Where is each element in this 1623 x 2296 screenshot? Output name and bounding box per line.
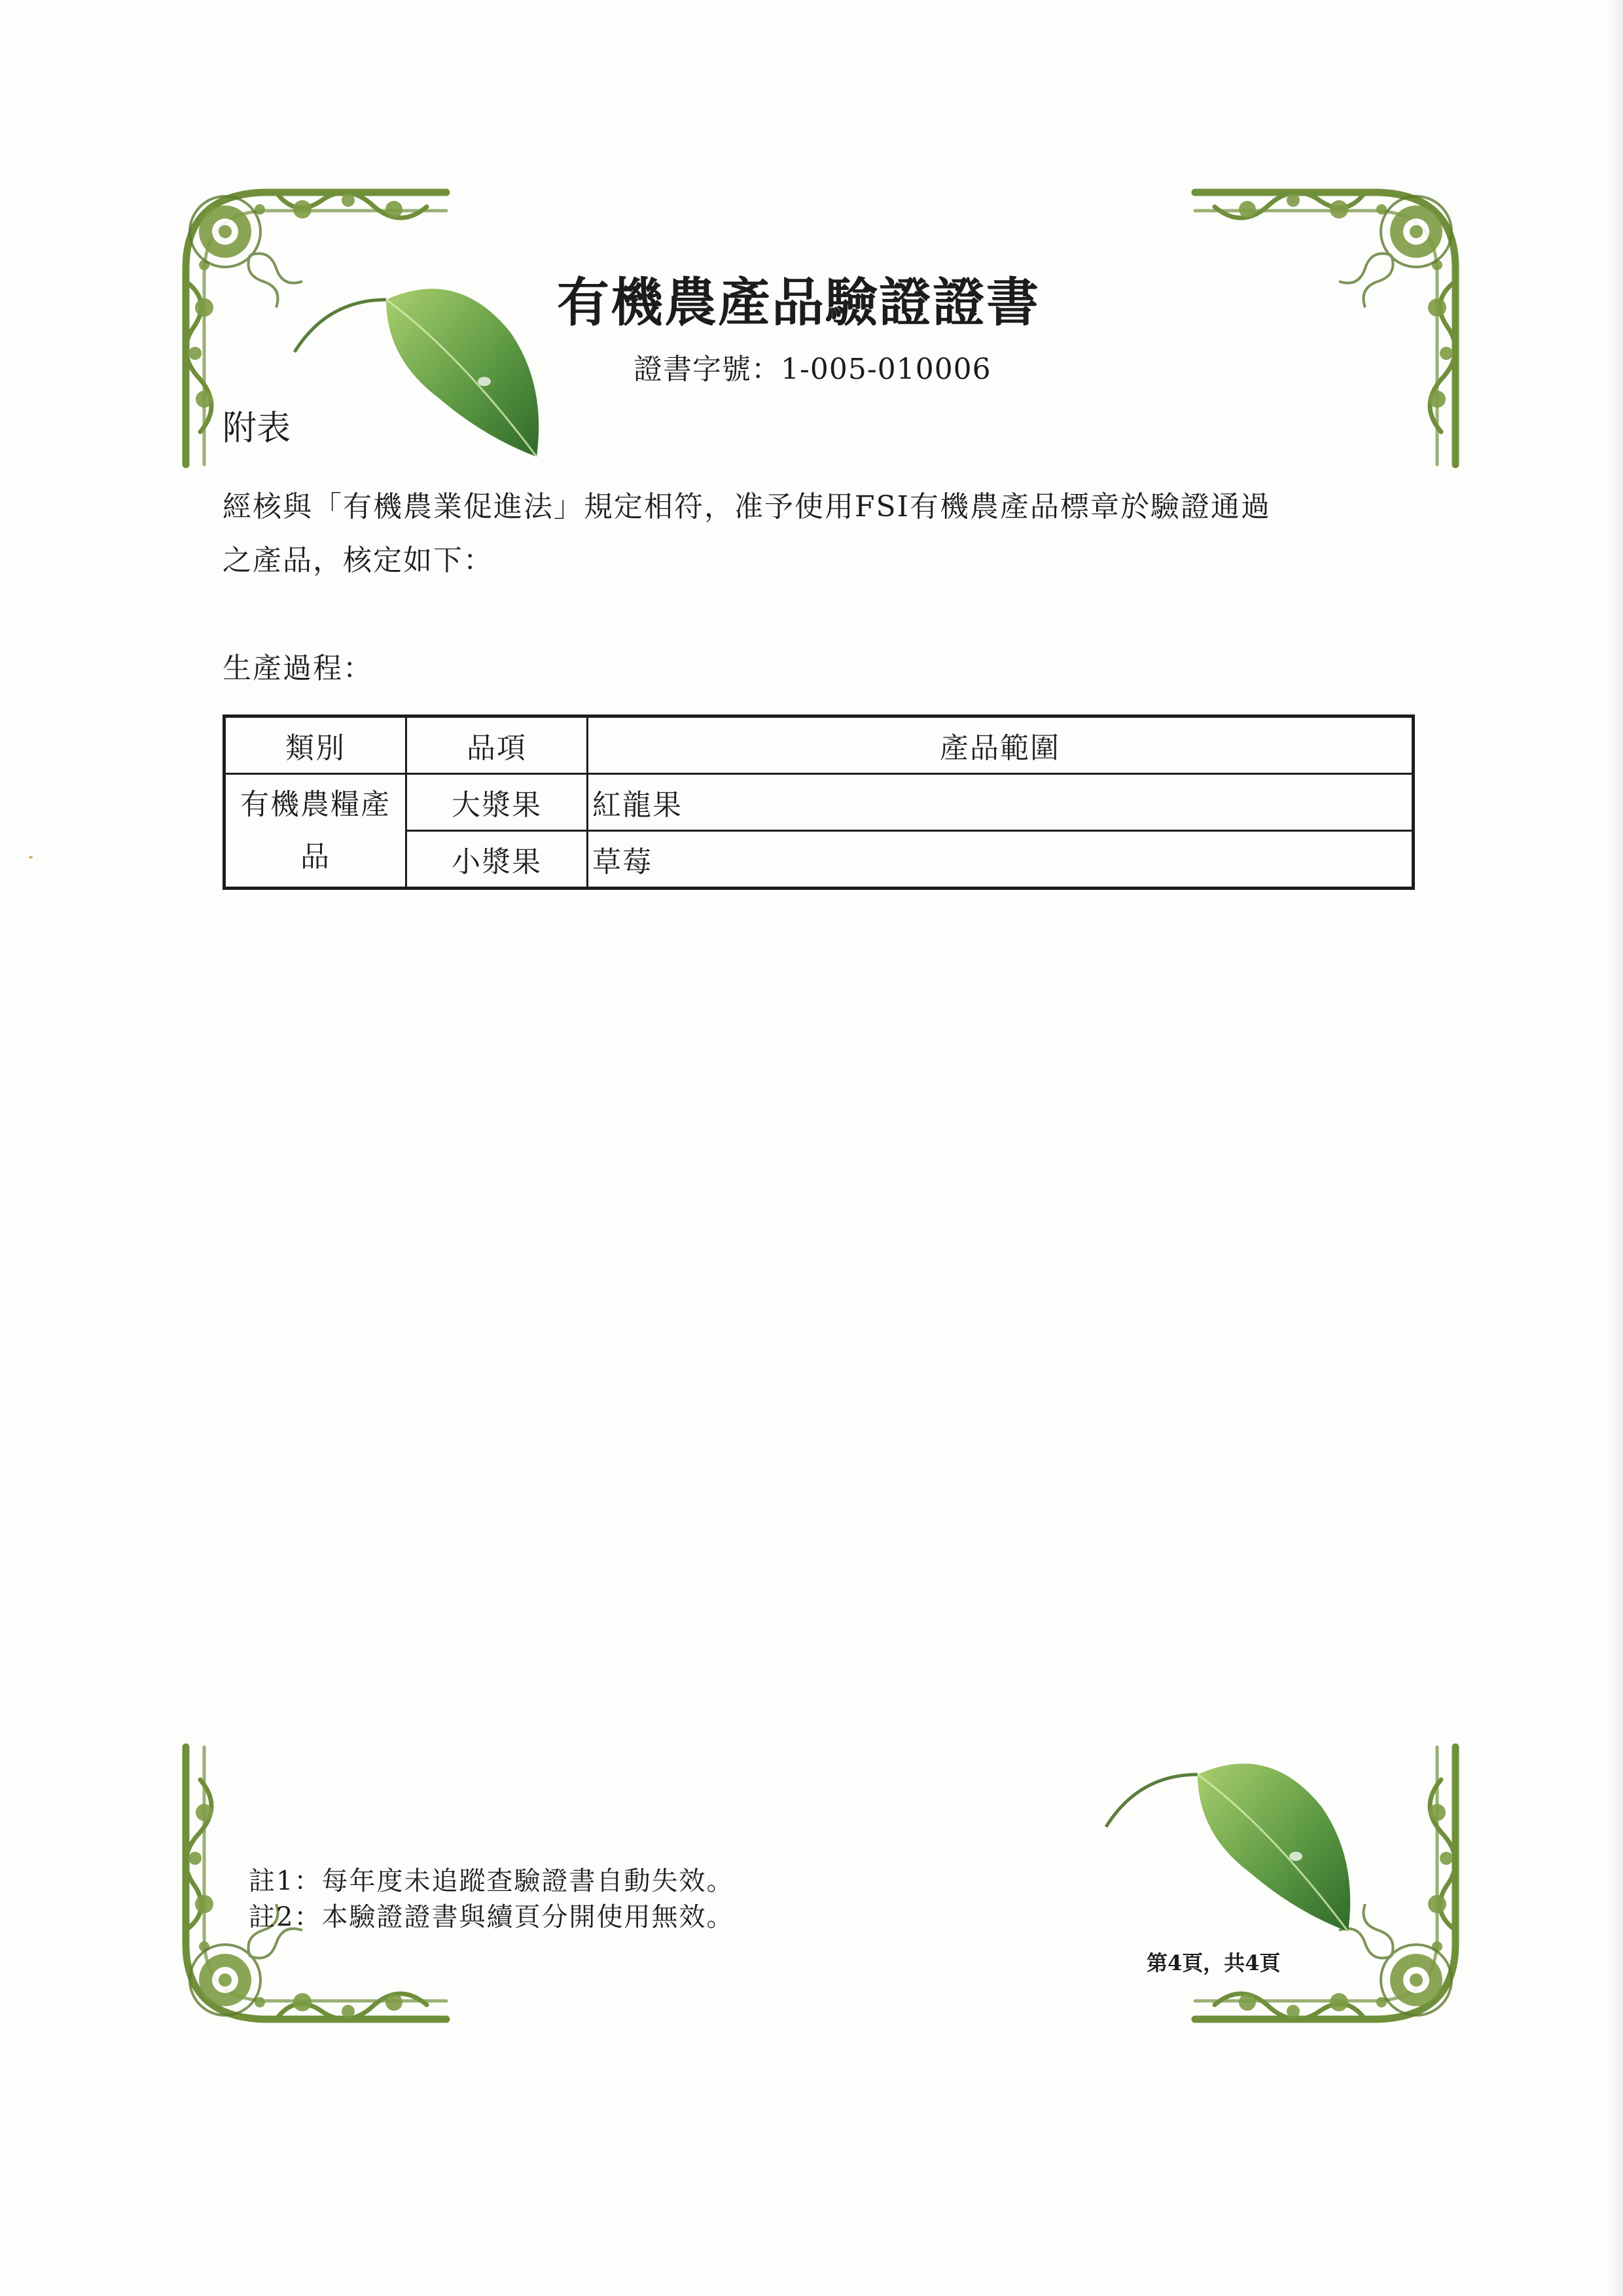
intro-text-line-2: 之產品，核定如下： [223, 544, 493, 577]
scope-cell: 草莓 [588, 831, 1414, 889]
corner-ornament-top-right [1182, 183, 1463, 471]
scope-cell: 紅龍果 [588, 774, 1414, 831]
scan-speck [29, 856, 33, 858]
header-item: 品項 [406, 716, 588, 774]
product-scope-table [223, 715, 1415, 890]
table-row [224, 774, 1414, 831]
table-header-row [224, 716, 1414, 774]
header-product-scope: 產品範圍 [588, 716, 1414, 774]
intro-text-line-1: 經核與「有機農業促進法」規定相符，准予使用FSI有機農產品標章於驗證通過 [223, 490, 1272, 523]
category-text-line-2: 品 [300, 839, 330, 874]
category-text-line-1: 有機農糧產 [240, 787, 391, 821]
page-number: 第4頁，共4頁 [1147, 1951, 1281, 1975]
item-cell: 大漿果 [406, 774, 588, 831]
annex-heading: 附表 [223, 409, 291, 448]
scan-edge-shadow [1609, 0, 1623, 2296]
footnote-1: 註1：每年度未追蹤查驗證書自動失效。 [249, 1866, 734, 1896]
certificate-title: 有機農產品驗證證書 [557, 272, 1040, 333]
certificate-number: 證書字號：1-005-010006 [633, 353, 991, 386]
item-cell: 小漿果 [406, 831, 588, 889]
production-process-label: 生產過程： [223, 652, 373, 685]
leaf-illustration-top [288, 260, 550, 470]
footnote-2: 註2：本驗證證書與續頁分開使用無效。 [249, 1902, 734, 1932]
category-cell [224, 774, 406, 889]
header-category: 類別 [224, 716, 406, 774]
leaf-illustration-bottom [1099, 1735, 1361, 1945]
